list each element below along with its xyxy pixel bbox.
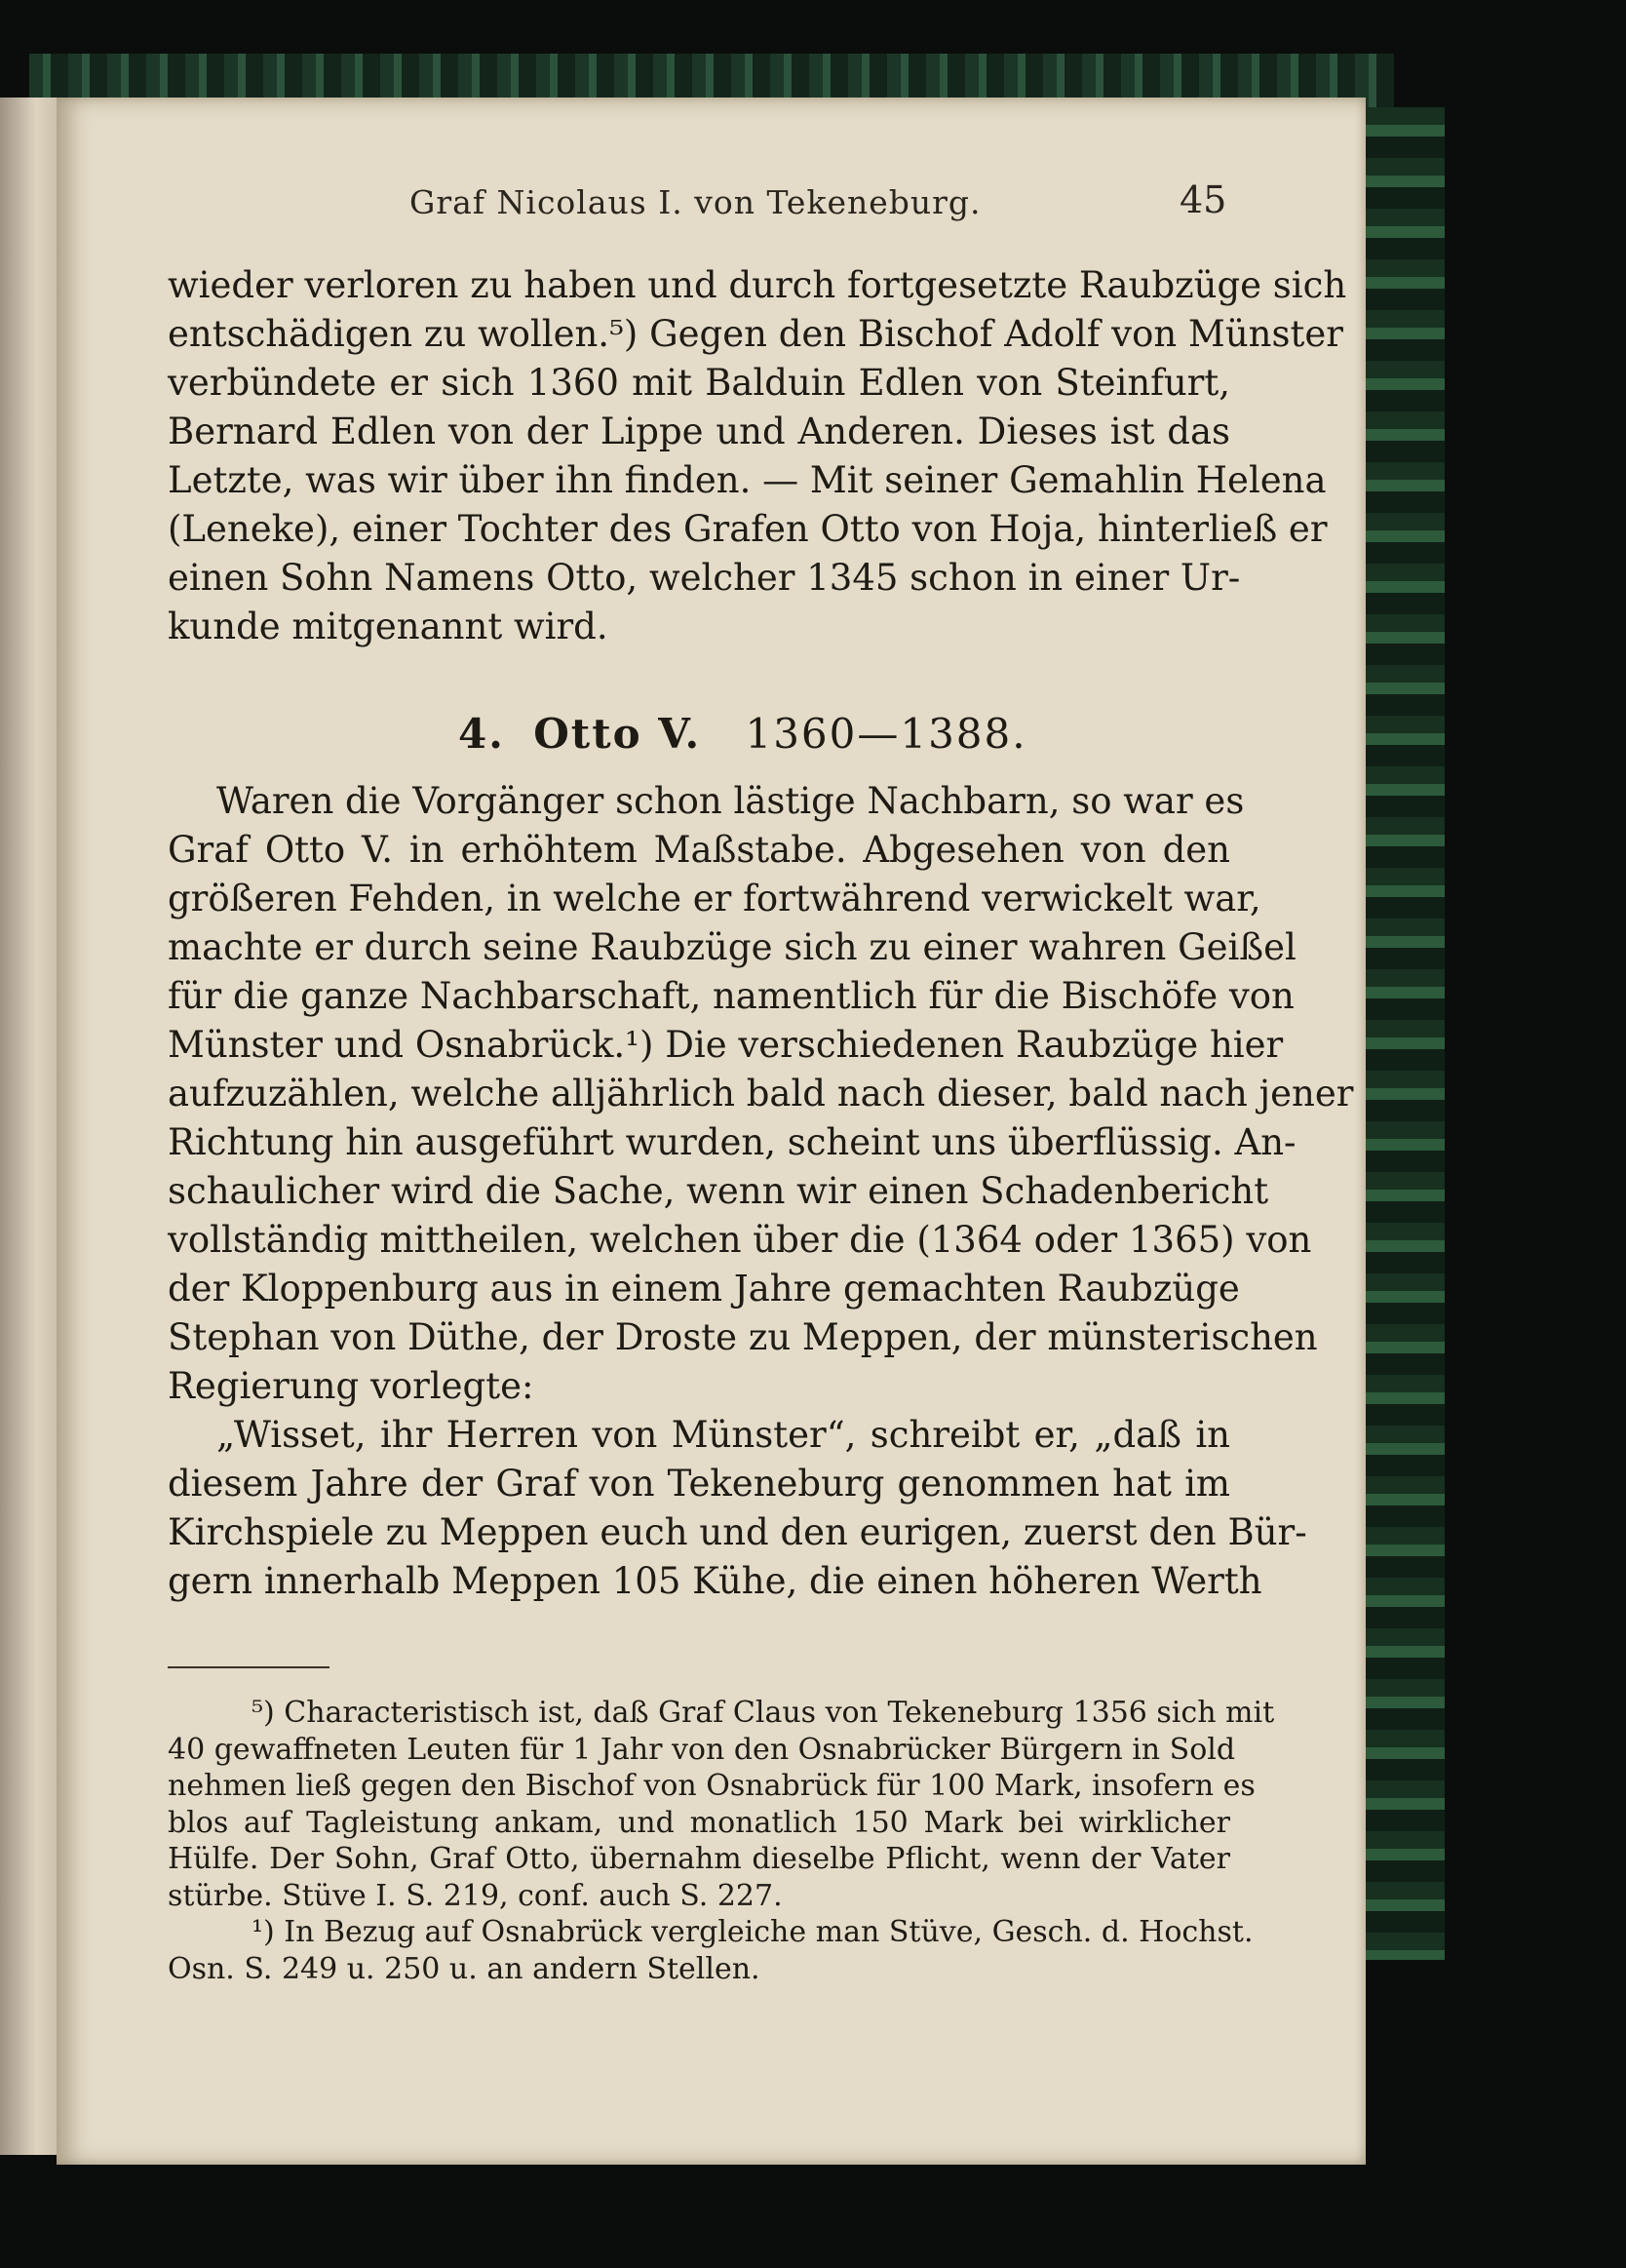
paragraph-continuation <box>168 261 1347 651</box>
text-line: der Kloppenburg aus in einem Jahre gemachten Raubzüge <box>168 1268 1240 1310</box>
text-line: Letzte, was wir über ihn finden. — Mit seiner Gemahlin Helena <box>168 459 1327 501</box>
running-title: Graf Nicolaus I. von Tekeneburg. <box>409 183 982 221</box>
footnote-line: blos auf Tagleistung ankam, und monatlich 150 Mark bei wirklicher <box>168 1805 1230 1840</box>
footnote-line: stürbe. Stüve I. S. 219, conf. auch S. 227. <box>168 1878 783 1913</box>
text-line: einen Sohn Namens Otto, welcher 1345 schon in einer Ur- <box>168 557 1241 599</box>
footnote-rule <box>168 1666 329 1668</box>
footnote-line: ⁵) Characteristisch ist, daß Graf Claus von Tekeneburg 1356 sich mit <box>252 1696 1275 1730</box>
footnote-line: Hülfe. Der Sohn, Graf Otto, übernahm dieselbe Pflicht, wenn der Vater <box>168 1842 1230 1876</box>
text-line: wieder verloren zu haben und durch fortgesetzte Raubzüge sich <box>168 264 1347 306</box>
footnote-line: ¹) In Bezug auf Osnabrück vergleiche man Stüve, Gesch. d. Hochst. <box>252 1915 1254 1949</box>
footnote-line: 40 gewaffneten Leuten für 1 Jahr von den Osnabrücker Bürgern in Sold <box>168 1732 1236 1767</box>
text-line: machte er durch seine Raubzüge sich zu einer wahren Geißel <box>168 926 1297 968</box>
section-name: Otto V. <box>533 710 702 758</box>
text-line: für die ganze Nachbarschaft, namentlich für die Bischöfe von <box>168 975 1295 1017</box>
footnote-line: nehmen ließ gegen den Bischof von Osnabrück für 100 Mark, insofern es <box>168 1769 1256 1803</box>
text-line: Waren die Vorgänger schon lästige Nachbarn, so war es <box>216 780 1245 822</box>
text-line: diesem Jahre der Graf von Tekeneburg genommen hat im <box>168 1463 1230 1505</box>
text-line: größeren Fehden, in welche er fortwährend verwickelt war, <box>168 878 1261 919</box>
text-line: vollständig mittheilen, welchen über die (1364 oder 1365) von <box>168 1219 1312 1261</box>
text-line: kunde mitgenannt wird. <box>168 606 608 647</box>
text-line: schaulicher wird die Sache, wenn wir einen Schadenbericht <box>168 1170 1269 1212</box>
text-line: Regierung vorlegte: <box>168 1365 534 1407</box>
text-line: (Leneke), einer Tochter des Grafen Otto von Hoja, hinterließ er <box>168 508 1328 550</box>
text-line: verbündete er sich 1360 mit Balduin Edlen von Steinfurt, <box>168 362 1230 404</box>
text-line: Graf Otto V. in erhöhtem Maßstabe. Abgesehen von den <box>168 829 1230 871</box>
text-line: Stephan von Düthe, der Droste zu Meppen, der münsterischen <box>168 1316 1318 1358</box>
text-line: Bernard Edlen von der Lippe und Anderen. Dieses ist das <box>168 411 1230 452</box>
text-line: Münster und Osnabrück.¹) Die verschiedenen Raubzüge hier <box>168 1024 1284 1066</box>
section-body <box>168 777 1354 1606</box>
text-line: aufzuzählen, welche alljährlich bald nach dieser, bald nach jener <box>168 1073 1354 1114</box>
book-cover-edge <box>1357 107 1445 1960</box>
text-line: gern innerhalb Meppen 105 Kühe, die einen höheren Werth <box>168 1560 1262 1602</box>
section-years: 1360—1388. <box>745 710 1027 758</box>
section-number: 4. <box>458 710 505 758</box>
text-line: Kirchspiele zu Meppen euch und den eurigen, zuerst den Bür- <box>168 1511 1307 1553</box>
footnotes <box>168 1695 1275 1987</box>
facing-page-edge <box>0 98 60 2155</box>
text-line: entschädigen zu wollen.⁵) Gegen den Bischof Adolf von Münster <box>168 313 1343 355</box>
page-number: 45 <box>1180 178 1227 221</box>
text-line: „Wisset, ihr Herren von Münster“, schreibt er, „daß in <box>216 1414 1230 1456</box>
footnote-line: Osn. S. 249 u. 250 u. an andern Stellen. <box>168 1951 760 1986</box>
section-heading <box>458 710 1141 758</box>
text-line: Richtung hin ausgeführt wurden, scheint uns überflüssig. An- <box>168 1121 1297 1163</box>
